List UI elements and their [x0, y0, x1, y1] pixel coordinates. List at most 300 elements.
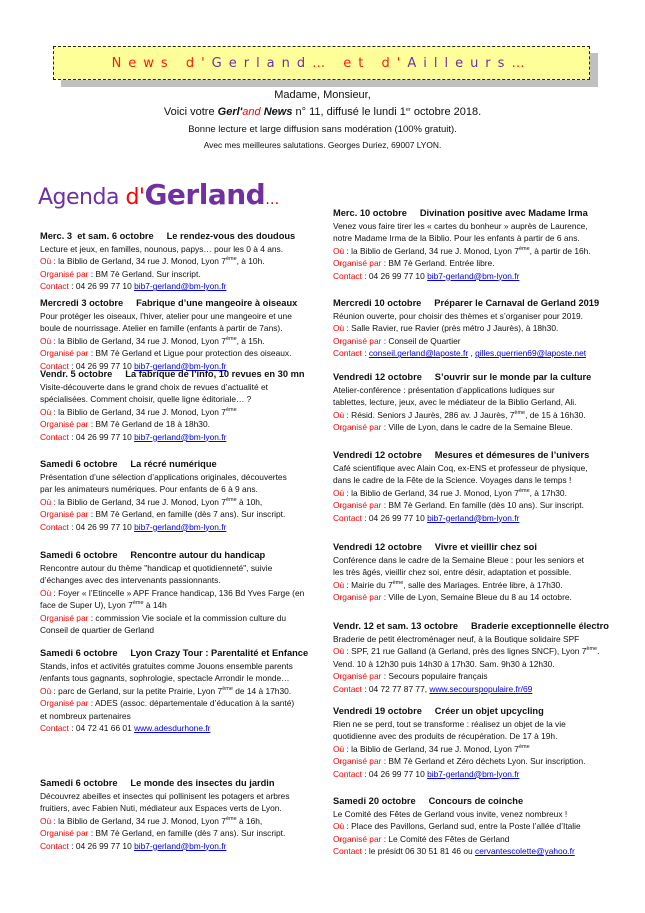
- banner-text-part: …: [511, 55, 532, 71]
- event-heading: [40, 647, 330, 660]
- location-label: Où: [40, 587, 52, 598]
- event-text: ,: [468, 348, 476, 359]
- contact-label: Contact: [40, 431, 69, 442]
- superscript: ème: [132, 600, 144, 607]
- contact-link[interactable]: bib7-gerland@bm-lyon.fr: [134, 281, 227, 292]
- contact-link[interactable]: bib7-gerland@bm-lyon.fr: [427, 768, 520, 779]
- event-text: : BM 7è Gerland. En famille (dès 10 ans). Sur inscript.: [381, 500, 584, 511]
- contact-link[interactable]: bib7-gerland@bm-lyon.fr: [134, 521, 227, 532]
- event-line: [40, 624, 330, 636]
- organizer-label: Organisé par: [40, 828, 89, 839]
- event-item: [333, 620, 623, 695]
- event-text: : Résid. Seniors J Jaurès, 286 av. J Jaurès, 7: [344, 409, 515, 420]
- event-title: Vivre et vieillir chez soi: [434, 542, 537, 552]
- greeting: Madame, Monsieur,: [274, 89, 371, 101]
- event-text: , à 17h30.: [529, 487, 567, 498]
- event-text: : BM 7è Gerland. Entrée libre.: [381, 258, 495, 269]
- location-label: Où: [333, 743, 345, 754]
- contact-label: Contact: [333, 768, 362, 779]
- event-line: [40, 496, 330, 508]
- superscript: ème: [225, 815, 237, 822]
- event-line: [333, 645, 623, 657]
- contact-link[interactable]: bib7-gerland@bm-lyon.fr: [427, 270, 520, 281]
- agenda-gerland: Gerland: [144, 178, 266, 211]
- superscript: ème: [514, 409, 526, 416]
- event-line: [40, 710, 330, 722]
- event-heading: [40, 368, 330, 381]
- event-line: [333, 245, 623, 257]
- event-text: : la Biblio de Gerland, 34 rue J. Monod, Lyon 7: [51, 496, 226, 507]
- reading-note: Bonne lecture et large diffusion sans modération (100% gratuit).: [188, 124, 457, 135]
- event-text: Conférence dans le cadre de la Semaine Bleue : pour les seniors et: [333, 555, 584, 565]
- contact-label: Contact: [333, 348, 362, 359]
- event-line: [40, 310, 330, 322]
- event-line: [333, 512, 623, 524]
- superscript: ème: [222, 685, 233, 692]
- event-text: Venez vous faire tirer les « cartes du bonheur » auprès de Laurence,: [333, 221, 588, 231]
- organizer-label: Organisé par: [333, 756, 382, 767]
- event-text: : 04 26 99 77 10: [361, 270, 428, 281]
- event-text: de 14 à 17h30.: [232, 685, 292, 696]
- event-text: : Ville de Lyon, Semaine Bleue du 8 au 14 octobre.: [381, 592, 572, 603]
- event-title: Concours de coinche: [428, 796, 524, 806]
- event-text: à 10h,: [236, 496, 263, 507]
- event-text: à 16h,: [236, 815, 263, 826]
- event-line: [40, 322, 330, 334]
- location-label: Où: [333, 409, 345, 420]
- issue-prefix: Voici votre: [163, 106, 218, 118]
- event-heading: [40, 230, 330, 243]
- event-text: notre Madame Irma de la Biblio. Pour les enfants à partir de 6 ans.: [333, 233, 580, 244]
- event-text: : la Biblio de Gerland, 34 rue J. Monod, Lyon 7: [344, 743, 519, 754]
- event-line: [333, 820, 623, 832]
- event-line: [40, 471, 330, 483]
- event-line: [333, 579, 623, 591]
- event-text: : la Biblio de Gerland, 34 rue J. Monod, Lyon 7: [344, 487, 519, 498]
- event-line: [333, 755, 623, 767]
- event-text: Visite-découverte dans le grand choix de revues d’actualité et: [40, 382, 268, 392]
- organizer-label: Organisé par: [333, 671, 382, 682]
- event-line: [40, 280, 330, 292]
- event-date: Merc. 3 et sam. 6 octobre: [40, 231, 154, 241]
- event-line: [40, 685, 330, 697]
- event-line: [333, 335, 623, 347]
- event-date: Vendredi 12 octobre: [333, 542, 422, 552]
- organizer-label: Organisé par: [333, 335, 382, 346]
- event-line: [40, 599, 330, 611]
- event-title: La récré numérique: [130, 459, 217, 469]
- event-text: : 04 26 99 77 10: [68, 360, 135, 371]
- contact-label: Contact: [40, 360, 69, 371]
- event-line: [333, 591, 623, 603]
- event-line: [333, 232, 623, 244]
- event-text: tablettes, lecture, jeux, avec le médiateur de la Biblio Gerland, Ali.: [333, 397, 577, 408]
- event-line: [40, 672, 330, 684]
- organizer-label: Organisé par: [333, 258, 382, 269]
- event-text: quotidienne avec des produits de récupération. De 17 à 19h.: [333, 731, 558, 742]
- banner-text-part: Gerland: [211, 55, 313, 71]
- event-title: Créer un objet upcycling: [434, 706, 544, 716]
- event-text: Stands, infos et activités gratuites comme Jouons ensemble parents: [40, 661, 293, 671]
- event-item: [333, 449, 623, 524]
- event-text: : la Biblio de Gerland, 34 rue J. Monod, Lyon 7: [51, 406, 226, 417]
- event-text: : Conseil de Quartier: [381, 335, 461, 346]
- location-label: Où: [40, 335, 52, 346]
- event-line: [40, 815, 330, 827]
- event-heading: [40, 297, 330, 310]
- contact-label: Contact: [333, 683, 362, 694]
- location-label: Où: [40, 256, 52, 267]
- event-line: [333, 384, 623, 396]
- event-line: [333, 670, 623, 682]
- organizer-label: Organisé par: [40, 698, 89, 709]
- event-text: : 04 26 99 77 10: [68, 431, 135, 442]
- event-line: [333, 743, 623, 755]
- superscript: ème: [392, 579, 404, 586]
- superscript: ème: [225, 256, 237, 263]
- event-item: [40, 297, 330, 372]
- event-date: Vendredi 12 octobre: [333, 372, 422, 382]
- event-title: Préparer le Carnaval de Gerland 2019: [434, 298, 600, 308]
- agenda-title: [38, 178, 279, 211]
- event-heading: [333, 371, 623, 384]
- event-item: [40, 549, 330, 636]
- event-date: Merc. 10 octobre: [333, 208, 407, 218]
- banner-text-part: News d': [111, 55, 212, 71]
- event-text: , salle des Mariages. Entrée libre, à 17h30.: [403, 579, 563, 590]
- location-label: Où: [333, 245, 345, 256]
- event-heading: [333, 795, 623, 808]
- organizer-label: Organisé par: [333, 500, 382, 511]
- contact-label: Contact: [40, 281, 69, 292]
- event-text: Braderie de petit électroménager neuf, à la Boutique solidaire SPF: [333, 634, 580, 644]
- location-label: Où: [40, 685, 52, 696]
- event-line: [40, 418, 330, 430]
- event-line: [333, 683, 623, 695]
- agenda-dots: …: [265, 192, 279, 208]
- organizer-label: Organisé par: [40, 348, 89, 359]
- event-title: Le monde des insectes du jardin: [130, 778, 275, 788]
- event-line: [333, 270, 623, 282]
- issue-sup: er: [405, 107, 411, 113]
- event-text: : 04 26 99 77 10: [361, 768, 428, 779]
- event-date: Samedi 6 octobre: [40, 648, 118, 658]
- event-heading: [40, 549, 330, 562]
- location-label: Où: [333, 579, 345, 590]
- event-line: [40, 697, 330, 709]
- event-text: : la Biblio de Gerland, 34 rue J. Monod, Lyon 7: [51, 335, 226, 346]
- event-text: : Salle Ravier, rue Ravier (près métro J Jaurès), à 18h30.: [344, 323, 559, 334]
- event-date: Vendr. 12 et sam. 13 octobre: [333, 621, 459, 631]
- event-line: [40, 483, 330, 495]
- event-line: [40, 268, 330, 280]
- event-text: : 04 26 99 77 10: [68, 521, 135, 532]
- event-line: [40, 827, 330, 839]
- event-line: [333, 409, 623, 421]
- event-line: [40, 255, 330, 267]
- event-text: : la Biblio de Gerland, 34 rue J. Monod, Lyon 7: [344, 245, 519, 256]
- event-line: [40, 508, 330, 520]
- event-line: [333, 499, 623, 511]
- event-line: [333, 421, 623, 433]
- event-text: : ADES (assoc. départementale d’éducation à la santé): [88, 698, 295, 709]
- event-title: Lyon Crazy Tour : Parentalité et Enfance: [130, 648, 309, 658]
- event-line: [333, 462, 623, 474]
- event-line: [333, 658, 623, 670]
- event-text: à 14h: [143, 600, 167, 611]
- event-text: : BM 7è Gerland et Ligue pour protection des oiseaux.: [88, 348, 292, 359]
- event-text: :: [361, 348, 369, 359]
- event-line: [333, 633, 623, 645]
- event-line: [40, 587, 330, 599]
- event-item: [40, 368, 330, 443]
- event-text: Présentation d’une sélection d’applications originales, découvertes: [40, 472, 287, 482]
- brand-gerl: Gerl': [217, 106, 243, 118]
- event-text: spécialisées. Comment choisir, quelle ligne éditoriale… ?: [40, 394, 252, 405]
- agenda-word: Agenda: [38, 185, 126, 210]
- superscript: ème: [225, 406, 237, 413]
- event-line: [40, 562, 330, 574]
- superscript: ème: [586, 646, 598, 653]
- event-title: La fabrique de l’info, 10 revues en 30 mn: [125, 369, 305, 379]
- superscript: ème: [225, 335, 237, 342]
- contact-label: Contact: [333, 512, 362, 523]
- event-date: Vendredi 19 octobre: [333, 706, 422, 716]
- contact-link[interactable]: bib7-gerland@bm-lyon.fr: [134, 360, 227, 371]
- event-heading: [40, 777, 330, 790]
- event-line: [40, 574, 330, 586]
- event-text: : 04 26 99 77 10: [68, 840, 135, 851]
- event-text: : 04 72 41 66 01: [68, 723, 135, 734]
- event-text: : commission Vie sociale et la commission culture du: [88, 612, 287, 623]
- event-line: [40, 335, 330, 347]
- event-date: Vendredi 12 octobre: [333, 450, 422, 460]
- event-heading: [333, 541, 623, 554]
- event-line: [333, 833, 623, 845]
- event-heading: [333, 620, 623, 633]
- event-line: [40, 521, 330, 533]
- event-text: : Place des Pavillons, Gerland sud, entre la Poste l’allée d’Italie: [344, 821, 581, 832]
- event-date: Samedi 6 octobre: [40, 459, 118, 469]
- location-label: Où: [333, 487, 345, 498]
- event-text: : parc de Gerland, sur la petite Prairie, Lyon 7: [51, 685, 223, 696]
- event-text: : 04 72 77 87 77,: [361, 683, 430, 694]
- location-label: Où: [40, 406, 52, 417]
- location-label: Où: [333, 323, 345, 334]
- event-text: Pour protéger les oiseaux, l’hiver, atelier pour une mangeoire et une: [40, 311, 292, 321]
- issue-number: n° 11, diffusé le lundi 1: [292, 106, 406, 118]
- organizer-label: Organisé par: [40, 509, 89, 520]
- location-label: Où: [40, 815, 52, 826]
- event-text: face de Super U), Lyon 7: [40, 600, 133, 611]
- event-line: [333, 474, 623, 486]
- event-line: [40, 840, 330, 852]
- contact-label: Contact: [40, 723, 69, 734]
- superscript: ème: [225, 496, 237, 503]
- event-date: Samedi 6 octobre: [40, 550, 118, 560]
- event-text: , à 15h.: [236, 335, 265, 346]
- event-text: Conseil de quartier de Gerland: [40, 625, 155, 636]
- event-line: [40, 802, 330, 814]
- banner-text-part: Ailleurs: [407, 55, 512, 71]
- event-line: [333, 808, 623, 820]
- event-text: Découvrez abeilles et insectes qui pollinisent les potagers et arbres: [40, 791, 290, 801]
- contact-link[interactable]: gilles.querrien69@laposte.net: [475, 348, 587, 359]
- event-line: [333, 322, 623, 334]
- event-text: , à 10h.: [236, 256, 265, 267]
- event-line: [333, 310, 623, 322]
- event-line: [333, 220, 623, 232]
- contact-link[interactable]: www.secourspopulaire.fr/69: [429, 683, 533, 694]
- event-line: [40, 406, 330, 418]
- event-date: Samedi 6 octobre: [40, 778, 118, 788]
- superscript: ème: [518, 743, 530, 750]
- event-title: Divination positive avec Madame Irma: [419, 208, 588, 218]
- organizer-label: Organisé par: [40, 612, 89, 623]
- contact-link[interactable]: bib7-gerland@bm-lyon.fr: [134, 431, 227, 442]
- event-text: Réunion ouverte, pour choisir des thèmes et s’organiser pour 2019.: [333, 311, 583, 321]
- organizer-label: Organisé par: [333, 592, 382, 603]
- event-line: [40, 612, 330, 624]
- event-text: dans le cadre de la Fête de la Science. Voyages dans le temps !: [333, 475, 572, 486]
- event-date: Mercredi 3 octobre: [40, 298, 124, 308]
- event-text: Le Comité des Fêtes de Gerland vous invite, venez nombreux !: [333, 809, 568, 819]
- event-heading: [333, 297, 623, 310]
- banner-text-part: … et d': [312, 55, 408, 71]
- organizer-label: Organisé par: [40, 268, 89, 279]
- event-text: Vend. 10 à 12h30 puis 14h30 à 17h30. Sam. 9h30 à 12h30.: [333, 658, 555, 669]
- event-text: boule de nourrissage. Atelier en famille (enfants à partir de 7ans).: [40, 323, 283, 334]
- superscript: ème: [518, 245, 530, 252]
- event-text: Rien ne se perd, tout se transforme : réalisez un objet de la vie: [333, 719, 566, 729]
- signature: Avec mes meilleures salutations. Georges Duriez, 69007 LYON.: [203, 140, 442, 150]
- event-item: [333, 297, 623, 360]
- event-text: , de 15 à 16h30.: [525, 409, 586, 420]
- event-date: Vendr. 5 octobre: [40, 369, 113, 379]
- event-title: Le rendez-vous des doudous: [166, 231, 296, 241]
- event-text: , à partir de 16h.: [529, 245, 591, 256]
- event-line: [333, 768, 623, 780]
- event-item: [333, 371, 623, 434]
- organizer-label: Organisé par: [40, 419, 89, 430]
- contact-label: Contact: [333, 846, 362, 857]
- event-line: [40, 393, 330, 405]
- event-line: [333, 347, 623, 359]
- event-text: Rencontre autour du thème "handicap et quotidienneté", suivie: [40, 563, 273, 573]
- event-item: [40, 230, 330, 293]
- event-line: [40, 381, 330, 393]
- contact-label: Contact: [333, 270, 362, 281]
- contact-link[interactable]: bib7-gerland@bm-lyon.fr: [134, 840, 227, 851]
- event-heading: [40, 458, 330, 471]
- brand-news: News: [260, 106, 293, 118]
- event-title: Mesures et démesures de l’univers: [434, 450, 590, 460]
- event-text: Lecture et jeux, en familles, nounous, papys… pour les 0 à 4 ans.: [40, 244, 284, 254]
- event-heading: [333, 705, 623, 718]
- event-line: [333, 487, 623, 499]
- location-label: Où: [333, 821, 345, 832]
- event-line: [40, 431, 330, 443]
- contact-label: Contact: [40, 521, 69, 532]
- event-text: : BM 7è Gerland de 18 à 18h30.: [88, 419, 210, 430]
- event-text: et nombreux partenaires: [40, 710, 131, 721]
- issue-line: [0, 106, 645, 118]
- event-line: [333, 730, 623, 742]
- event-item: [40, 458, 330, 533]
- event-text: .: [597, 646, 600, 657]
- event-heading: [333, 207, 623, 220]
- event-text: : 04 26 99 77 10: [68, 281, 135, 292]
- superscript: ème: [518, 487, 530, 494]
- event-title: Rencontre autour du handicap: [130, 550, 266, 560]
- event-line: [40, 790, 330, 802]
- event-text: : Le Comité des Fêtes de Gerland: [381, 833, 510, 844]
- event-text: : la Biblio de Gerland, 34 rue J. Monod, Lyon 7: [51, 256, 226, 267]
- event-text: : BM 7è Gerland. Sur inscript.: [88, 268, 201, 279]
- event-text: fruitiers, avec Fabien Nuti, médiateur aux Espaces verts de Lyon.: [40, 803, 282, 814]
- contact-link[interactable]: cervantescolette@yahoo.fr: [475, 846, 575, 857]
- event-text: : la Biblio de Gerland, 34 rue J. Monod, Lyon 7: [51, 815, 226, 826]
- event-line: [40, 722, 330, 734]
- event-text: : Mairie du 7: [344, 579, 393, 590]
- event-text: d’échanges avec des intervenants passionnants.: [40, 575, 221, 586]
- event-item: [333, 207, 623, 282]
- event-line: [333, 257, 623, 269]
- event-text: : BM 7è Gerland, en famille (dès 7 ans). Sur inscript.: [88, 509, 286, 520]
- brand-name: [218, 106, 293, 118]
- event-line: [333, 566, 623, 578]
- event-text: /enfants tous gagnants, sophrologie, spectacle Arrondir le monde…: [40, 673, 290, 684]
- event-text: : 04 26 99 77 10: [361, 512, 428, 523]
- event-title: S’ouvrir sur le monde par la culture: [434, 372, 592, 382]
- event-line: [40, 660, 330, 672]
- event-item: [333, 705, 623, 780]
- event-text: Atelier-conférence : présentation d’applications ludiques sur: [333, 385, 555, 395]
- event-item: [333, 541, 623, 604]
- location-label: Où: [40, 496, 52, 507]
- contact-link[interactable]: bib7-gerland@bm-lyon.fr: [427, 512, 520, 523]
- location-label: Où: [333, 646, 345, 657]
- contact-label: Contact: [40, 840, 69, 851]
- event-text: les très âgés, vieillir chez soi, entre désir, adaptation et possible.: [333, 567, 572, 578]
- event-line: [333, 396, 623, 408]
- event-text: : le présidt 06 30 51 81 46 ou: [361, 846, 476, 857]
- event-item: [333, 795, 623, 858]
- event-item: [40, 647, 330, 734]
- organizer-label: Organisé par: [333, 422, 382, 433]
- event-text: : Secours populaire français: [381, 671, 488, 682]
- event-text: par les animateurs numériques. Pour enfants de 6 à 9 ans.: [40, 484, 258, 495]
- event-item: [40, 777, 330, 852]
- event-date: Samedi 20 octobre: [333, 796, 416, 806]
- organizer-label: Organisé par: [333, 833, 382, 844]
- contact-link[interactable]: conseil.gerland@laposte.fr: [368, 348, 469, 359]
- issue-date: octobre 2018.: [410, 106, 482, 118]
- event-text: : SPF, 21 rue Galland (à Gerland, près des lignes SNCF), Lyon 7: [344, 646, 587, 657]
- agenda-d: d': [125, 185, 145, 210]
- event-line: [333, 718, 623, 730]
- contact-link[interactable]: www.adesdurhone.fr: [134, 723, 211, 734]
- newsletter-banner: [53, 46, 590, 80]
- event-date: Mercredi 10 octobre: [333, 298, 422, 308]
- event-text: : Foyer « l’Etincelle » APF France handicap, 136 Bd Yves Farge (en: [51, 587, 305, 598]
- event-text: : Ville de Lyon, dans le cadre de la Semaine Bleue.: [381, 422, 573, 433]
- brand-and: and: [242, 106, 261, 118]
- event-line: [40, 243, 330, 255]
- event-text: : BM 7è Gerland et Zéro déchets Lyon. Sur inscription.: [381, 756, 586, 767]
- event-line: [40, 347, 330, 359]
- event-title: Braderie exceptionnelle électro: [470, 621, 609, 631]
